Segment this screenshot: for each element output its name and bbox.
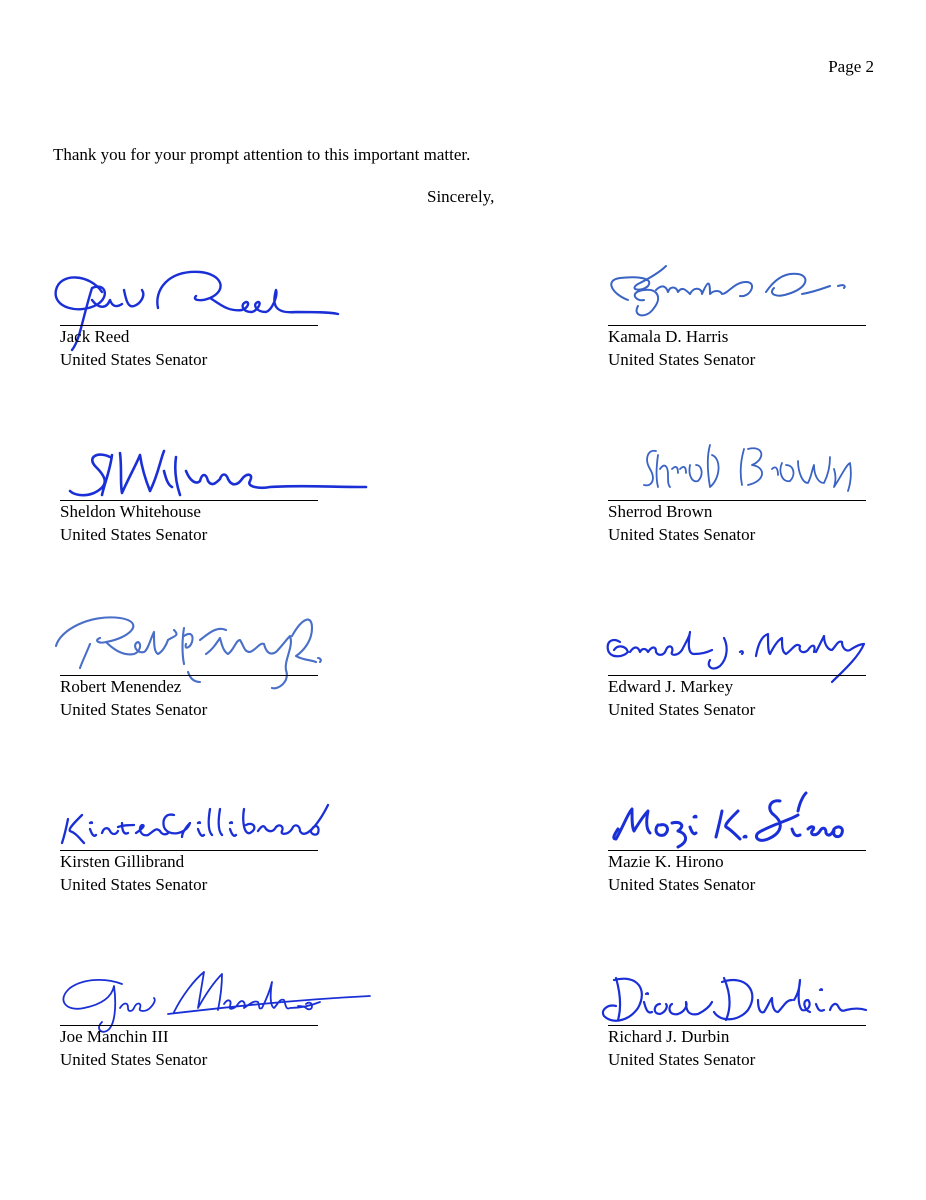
signatory-title: United States Senator — [608, 525, 756, 544]
signatory-title: United States Senator — [60, 1050, 208, 1069]
signature-block-jack-reed — [60, 270, 320, 380]
signatory-title: United States Senator — [608, 700, 756, 719]
signatory-name: Edward J. Markey — [608, 677, 734, 696]
signatory-name: Kamala D. Harris — [608, 327, 729, 346]
signature-block-robert-menendez — [60, 620, 320, 730]
signature-line — [608, 675, 866, 676]
signature-block-edward-markey — [608, 620, 868, 730]
signature-line — [60, 850, 318, 851]
signatory-title: United States Senator — [608, 350, 756, 369]
signatory-name: Kirsten Gillibrand — [60, 852, 185, 871]
signature-line — [60, 675, 318, 676]
signature-block-sheldon-whitehouse — [60, 445, 320, 555]
signatory-title: United States Senator — [60, 525, 208, 544]
signatory-title: United States Senator — [608, 1050, 756, 1069]
signature-line — [60, 500, 318, 501]
signature-block-mazie-hirono — [608, 795, 868, 905]
signatory-title: United States Senator — [608, 875, 756, 894]
signature-line — [608, 850, 866, 851]
signatory-name: Joe Manchin III — [60, 1027, 169, 1046]
signatory-name: Jack Reed — [60, 327, 130, 346]
salutation: Sincerely, — [427, 187, 495, 206]
signature-block-joe-manchin — [60, 970, 320, 1080]
page-number: Page 2 — [828, 57, 874, 76]
signature-line — [608, 325, 866, 326]
signature-block-richard-durbin — [608, 970, 868, 1080]
signature-line — [608, 1025, 866, 1026]
signature-line — [608, 500, 866, 501]
signature-block-sherrod-brown — [608, 445, 868, 555]
signature-block-kirsten-gillibrand — [60, 795, 320, 905]
signature-line — [60, 1025, 318, 1026]
signatory-title: United States Senator — [60, 350, 208, 369]
closing-text: Thank you for your prompt attention to this important matter. — [53, 145, 471, 164]
signatory-name: Mazie K. Hirono — [608, 852, 724, 871]
signature-block-kamala-harris — [608, 270, 868, 380]
signatory-title: United States Senator — [60, 875, 208, 894]
signatory-title: United States Senator — [60, 700, 208, 719]
signatory-name: Richard J. Durbin — [608, 1027, 730, 1046]
signature-line — [60, 325, 318, 326]
signatory-name: Robert Menendez — [60, 677, 182, 696]
signatory-name: Sheldon Whitehouse — [60, 502, 201, 521]
signatory-name: Sherrod Brown — [608, 502, 713, 521]
